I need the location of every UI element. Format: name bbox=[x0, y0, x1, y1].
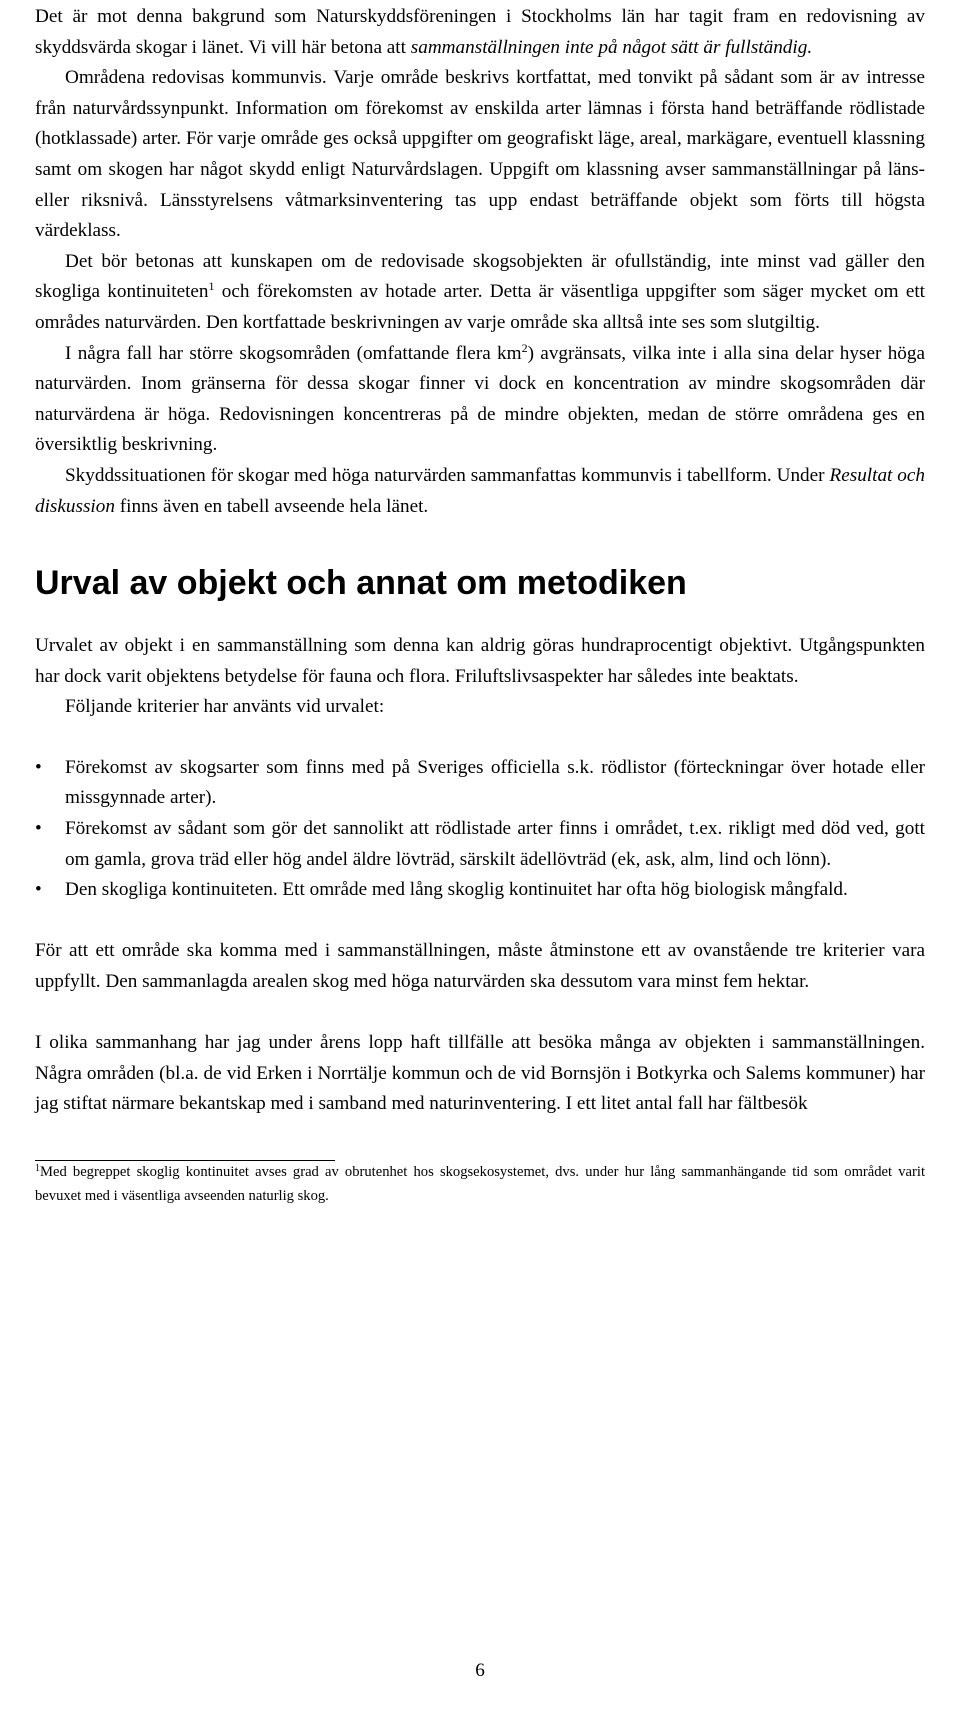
criteria-list bbox=[35, 753, 925, 906]
list-item: • Förekomst av sådant som gör det sannolikt att rödlistade arter finns i området, t.ex. rikligt med död ved, gott om gamla, grova träd eller hög andel äldre lövträd, särskilt ädellövträd (ek, ask, alm, lind och lönn). bbox=[35, 814, 925, 875]
superscript-exponent: 2 bbox=[521, 340, 528, 355]
footnote-marker: 1 bbox=[35, 1163, 40, 1174]
intro-paragraph-5: Skyddssituationen för skogar med höga naturvärden sammanfattas kommunvis i tabellform. Under Resultat och diskussion finns även en tabell avseende hela länet. bbox=[35, 464, 925, 517]
section-paragraph-1: Urvalet av objekt i en sammanställning som denna kan aldrig göras hundraprocentigt objektivt. Utgångspunkten har dock varit objektens betydelse för fauna och flora. Friluftslivsaspekter har således inte beaktats. bbox=[35, 635, 925, 687]
list-item: • Den skogliga kontinuiteten. Ett område med lång skoglig kontinuitet har ofta hög biologisk mångfald. bbox=[35, 875, 925, 906]
page-number: 6 bbox=[475, 1660, 485, 1681]
footnote: $^1$Med begreppet skoglig kontinuitet avses grad av obrutenhet hos skogsekosystemet, dvs. under hur lång sammanhängande tid som området varit bevuxet med i väsentliga avseenden naturlig skog. bbox=[35, 1163, 925, 1204]
section-paragraph-3: För att ett område ska komma med i sammanställningen, måste åtminstone ett av ovanstående tre kriterier vara uppfyllt. Den sammanlagda arealen skog med höga naturvärden ska dessutom vara minst fem hektar. bbox=[35, 940, 925, 993]
emphasis-text: sammanställningen inte på något sätt är fullständig. bbox=[410, 36, 813, 58]
intro-paragraph-1: Det är mot denna bakgrund som Naturskyddsföreningen i Stockholms län har tagit fram en redovisning av skyddsvärda skogar i länet. Vi vill här betona att sammanställningen inte på något sätt är fullständig. bbox=[35, 6, 925, 58]
intro-paragraph-2: Områdena redovisas kommunvis. Varje område beskrivs kortfattat, med tonvikt på sådant som är av intresse från naturvårdssynpunkt. Information om förekomst av enskilda arter lämnas i första hand beträffande rödlistade (hotklassade) arter. För varje område ges också uppgifter om geografiskt läge, areal, markägare, eventuell klassning samt om skogen har något skydd enligt Naturvårdslagen. Uppgift om klassning avser sammanställningar på läns- eller riksnivå. Länsstyrelsens våtmarksinventering tas upp endast beträffande objekt som förts till högsta värdeklass. bbox=[35, 67, 925, 242]
section-paragraph-4: I olika sammanhang har jag under årens lopp haft tillfälle att besöka många av objekten i sammanställningen. Några områden (bl.a. de vid Erken i Norrtälje kommun och de vid Bornsjön i Botkyrka och Salems kommuner) har jag stiftat närmare bekantskap med i samband med naturinventering. I ett litet antal fall har fältbesök bbox=[35, 1032, 925, 1115]
section-paragraph-2: Följande kriterier har använts vid urvalet: bbox=[65, 696, 385, 718]
emphasis-text: Resultat och diskussion bbox=[35, 464, 925, 517]
section-heading: Urval av objekt och annat om metodiken bbox=[35, 564, 687, 603]
bullet-icon: • bbox=[35, 879, 42, 901]
bullet-icon: • bbox=[35, 756, 42, 778]
footnote-reference: 1 bbox=[208, 279, 215, 294]
intro-paragraph-3: Det bör betonas att kunskapen om de redovisade skogsobjekten är ofullständig, inte minst vad gäller den skogliga kontinuiteten$^1$ och förekomsten av hotade arter. Detta är väsentliga uppgifter som säger mycket om ett områdes naturvärden. Den kortfattade beskrivningen av varje område ska alltså inte ses som slutgiltig. bbox=[35, 250, 925, 333]
intro-paragraph-4: I några fall har större skogsområden (omfattande flera $km^2$) avgränsats, vilka inte i alla sina delar hyser höga naturvärden. Inom gränserna för dessa skogar finner vi dock en koncentration av mindre skogsområden där naturvärdena är höga. Redovisningen koncentreras på de mindre objekten, medan de större områdena ges en översiktlig beskrivning. bbox=[35, 340, 925, 456]
bullet-icon: • bbox=[35, 818, 42, 840]
list-item: • Förekomst av skogsarter som finns med på Sveriges officiella s.k. rödlistor (förteckningar över hotade eller missgynnade arter). bbox=[35, 753, 925, 814]
